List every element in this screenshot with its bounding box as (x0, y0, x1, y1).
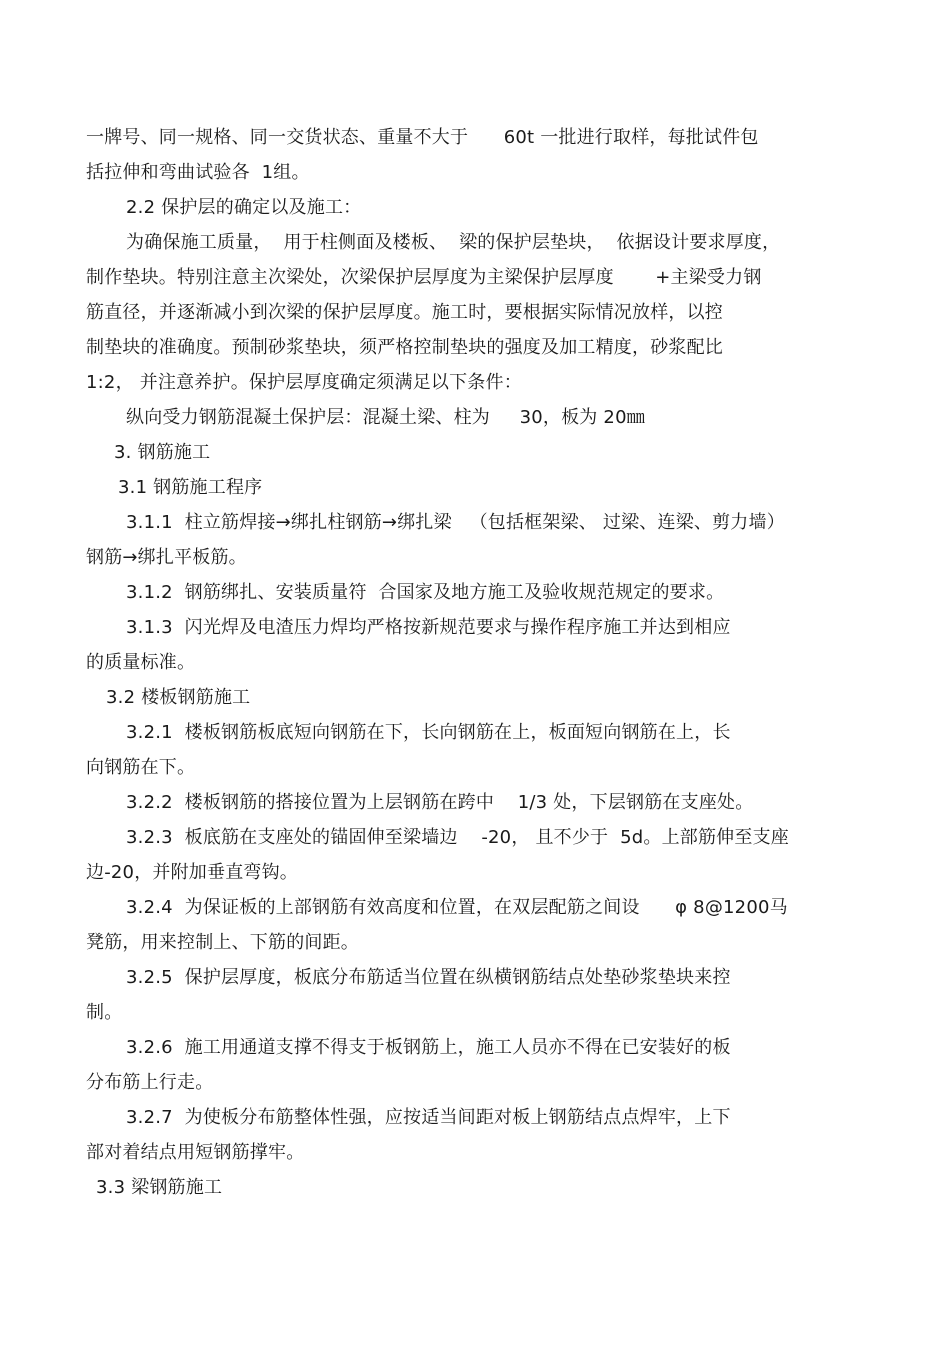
section-heading: 2.2 保护层的确定以及施工： (126, 197, 362, 218)
text-line: 凳筋，用来控制上、下筋的间距。 (86, 932, 359, 953)
text-line: 制垫块的准确度。预制砂浆垫块，须严格控制垫块的强度及加工精度，砂浆配比 (86, 337, 723, 358)
text-line: 部对着结点用短钢筋撑牢。 (86, 1142, 305, 1163)
text-line: 3.2.1 楼板钢筋板底短向钢筋在下，长向钢筋在上，板面短向钢筋在上，长 (126, 722, 731, 743)
section-heading: 3.2 楼板钢筋施工 (106, 687, 251, 708)
text-line: 纵向受力钢筋混凝土保护层：混凝土梁、柱为 30，板为 20㎜ (126, 407, 645, 428)
text-line: 筋直径，并逐渐减小到次梁的保护层厚度。施工时，要根据实际情况放样，以控 (86, 302, 723, 323)
text-line: 1:2， 并注意养护。保护层厚度确定须满足以下条件： (86, 372, 522, 393)
text-line: 制。 (86, 1002, 123, 1023)
text-line: 3.2.2 楼板钢筋的搭接位置为上层钢筋在跨中 1/3 处，下层钢筋在支座处。 (126, 792, 754, 813)
text-line: 一牌号、同一规格、同一交货状态、重量不大于 60t 一批进行取样，每批试件包 (86, 127, 759, 148)
text-line: 3.1.1 柱立筋焊接→绑扎柱钢筋→绑扎梁 （包括框架梁、 过梁、连梁、剪力墙） (126, 512, 785, 533)
text-line: 制作垫块。特别注意主次梁处，次梁保护层厚度为主梁保护层厚度 +主梁受力钢 (86, 267, 762, 288)
text-line: 向钢筋在下。 (86, 757, 196, 778)
section-heading: 3. 钢筋施工 (114, 442, 211, 463)
text-line: 3.2.3 板底筋在支座处的锚固伸至梁墙边 -20， 且不少于 5d。上部筋伸至支座 (126, 827, 789, 848)
text-line: 3.1.2 钢筋绑扎、安装质量符 合国家及地方施工及验收规范规定的要求。 (126, 582, 725, 603)
section-heading: 3.1 钢筋施工程序 (118, 477, 263, 498)
text-line: 边-20，并附加垂直弯钩。 (86, 862, 298, 883)
section-heading: 3.3 梁钢筋施工 (96, 1177, 223, 1198)
text-line: 括拉伸和弯曲试验各 1组。 (86, 162, 310, 183)
text-line: 3.2.6 施工用通道支撑不得支于板钢筋上，施工人员亦不得在已安装好的板 (126, 1037, 731, 1058)
text-line: 3.2.7 为使板分布筋整体性强，应按适当间距对板上钢筋结点点焊牢，上下 (126, 1107, 731, 1128)
text-line: 钢筋→绑扎平板筋。 (86, 547, 247, 568)
text-line: 3.1.3 闪光焊及电渣压力焊均严格按新规范要求与操作程序施工并达到相应 (126, 617, 731, 638)
text-line: 3.2.5 保护层厚度，板底分布筋适当位置在纵横钢筋结点处垫砂浆垫块来控 (126, 967, 731, 988)
text-line: 的质量标准。 (86, 652, 196, 673)
text-line: 为确保施工质量， 用于柱侧面及楼板、 梁的保护层垫块， 依据设计要求厚度， (126, 232, 781, 253)
text-line: 3.2.4 为保证板的上部钢筋有效高度和位置，在双层配筋之间设 φ 8@1200马 (126, 897, 788, 918)
text-line: 分布筋上行走。 (86, 1072, 214, 1093)
